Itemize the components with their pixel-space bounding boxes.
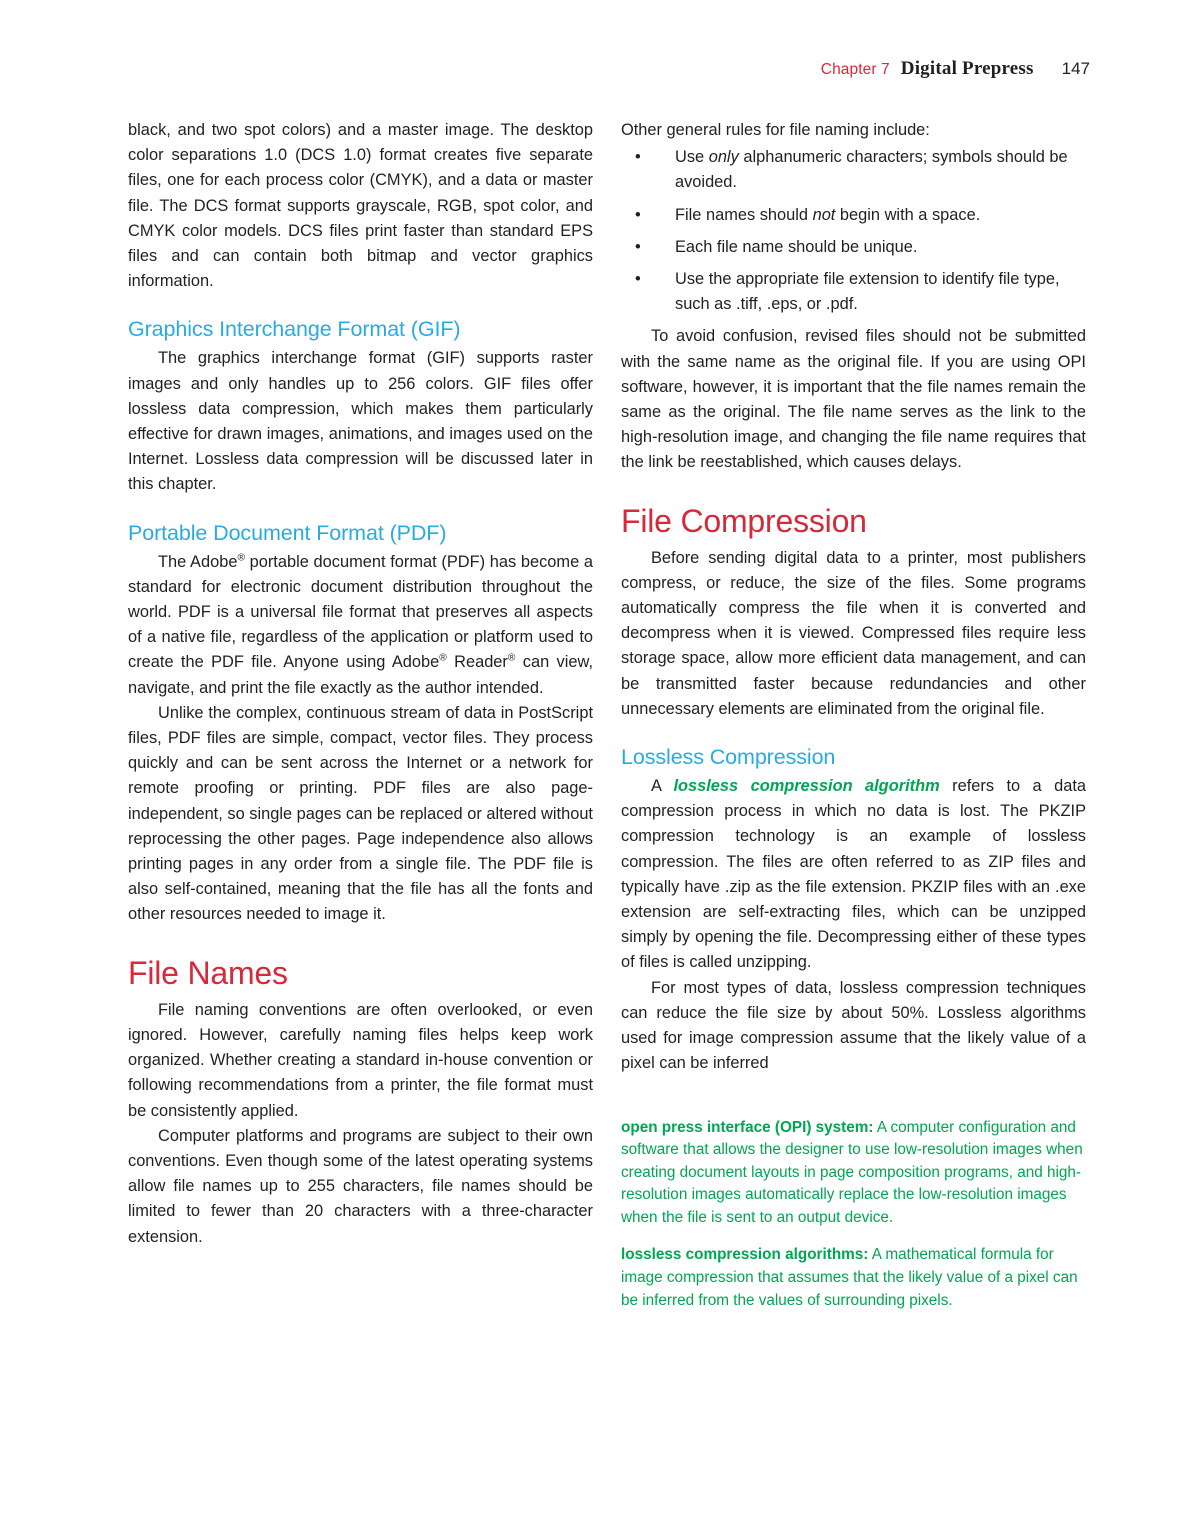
two-column-layout	[128, 118, 1086, 1327]
running-head	[821, 58, 1090, 80]
running-head-chapter: Chapter 7	[820, 61, 890, 78]
glossary-term: lossless compression algorithms:	[621, 1246, 869, 1264]
running-head-title: Digital Prepress	[900, 58, 1034, 79]
heading-file-names: File Names	[128, 954, 288, 991]
right-column	[621, 118, 1086, 1327]
paragraph-rules-intro: Other general rules for file naming include:	[621, 121, 930, 139]
paragraph-pdf-1	[128, 550, 593, 701]
bullet-icon: •	[635, 237, 641, 256]
glossary-term: open press interface (OPI) system:	[621, 1118, 874, 1136]
glossary-entry	[621, 1244, 1086, 1312]
paragraph-dcs-continued: black, and two spot colors) and a master image. The desktop color separations 1.0 (DCS 1.0) format creates five separate files, one for each process color (CMYK), and a data or master file. The DCS format supports grayscale, RGB, spot color, and CMYK color models. DCS files print faster than standard EPS files and can contain both bitmap and vector graphics information.	[128, 121, 593, 291]
file-naming-rules-list	[621, 145, 1086, 317]
glossary-definition: A mathematical formula for image compression that assumes that the likely value of a pixel can be inferred from the values of surrounding pixels.	[621, 1246, 1078, 1309]
list-item	[621, 203, 1086, 228]
rule-text-pre: Use	[675, 148, 709, 167]
bullet-icon: •	[635, 205, 641, 224]
paragraph-gif: The graphics interchange format (GIF) supports raster images and only handles up to 256 colors. GIF files offer lossless data compression, which makes them particularly effective for drawn images, animations, and images used on the Internet. Lossless data compression will be discussed later in this chapter.	[128, 349, 593, 494]
heading-pdf: Portable Document Format (PDF)	[128, 520, 447, 545]
paragraph-opi: To avoid confusion, revised files should not be submitted with the same name as the original file. If you are using OPI software, however, it is important that the file names remain the same as the original. The file name serves as the link to the high-resolution image, and changing the file name requires that the link be reestablished, which causes delays.	[621, 327, 1086, 472]
rule-text-emphasis: only	[708, 148, 739, 167]
paragraph-pdf-2: Unlike the complex, continuous stream of data in PostScript files, PDF files are simple, compact, vector files. They process quickly and can be sent across the Internet or a network for remote proofing or printing. PDF files are also page-independent, so single pages can be replaced or altered without reprocessing the other pages. Page independence also allows printing pages in any order from a single file. The PDF file is also self-contained, meaning that the file has all the fonts and other resources needed to image it.	[128, 703, 593, 924]
pdf-text-seg-2: portable document format (PDF) has become a standard for electronic document distribution throughout the world. PDF is a universal file format that preserves all aspects of a native file, regardless of the application or platform used to create the PDF file. Anyone using Adobe	[128, 552, 593, 672]
rule-text-emphasis: not	[812, 205, 836, 224]
list-item	[621, 235, 1086, 260]
bullet-icon: •	[635, 148, 641, 167]
list-item	[621, 145, 1086, 195]
rule-text-pre: Use the appropriate file extension to identify file type, such as .tiff, .eps, or .pdf.	[675, 270, 1060, 314]
registered-mark-icon: ®	[439, 652, 447, 664]
lossless-text-seg-2: refers to a data compression process in which no data is lost. The PKZIP compression technology is an example of lossless compression. The files are often referred to as ZIP files and typically have .zip as the file extension. PKZIP files with an .exe extension are self-extracting files, which can be unzipped simply by opening the file. Decompressing either of these types of files is called unzipping.	[621, 777, 1086, 972]
heading-file-compression: File Compression	[621, 502, 867, 539]
rule-text-pre: Each file name should be unique.	[675, 237, 918, 256]
glossary-entry	[621, 1117, 1086, 1230]
lossless-text-seg-1: A	[651, 777, 674, 796]
heading-gif: Graphics Interchange Format (GIF)	[128, 317, 461, 342]
bullet-icon: •	[635, 270, 641, 289]
key-term-highlight: lossless compression algorithm	[673, 777, 940, 796]
glossary-definition: A computer configuration and software that allows the designer to use low-resolution images when creating document layouts in page composition programs, and high-resolution images automatically replace the low-resolution images when the file is sent to an output device.	[621, 1118, 1083, 1226]
pdf-text-seg-3: Reader	[446, 653, 508, 672]
page-number: 147	[1061, 59, 1090, 78]
glossary-definitions	[621, 1117, 1086, 1313]
pdf-text-seg-4: can view, navigate, and print the file exactly as the author intended.	[128, 653, 593, 697]
heading-lossless-compression: Lossless Compression	[621, 745, 836, 770]
list-item	[621, 267, 1086, 317]
rule-text-post: alphanumeric characters; symbols should be avoided.	[675, 148, 1068, 192]
paragraph-file-names-1: File naming conventions are often overlooked, or even ignored. However, carefully naming files helps keep work organized. Whether creating a standard in-house convention or following recommendations from a printer, the file format must be consistently applied.	[128, 1000, 593, 1120]
paragraph-lossless-1	[621, 774, 1086, 976]
pdf-text-seg-1: The Adobe	[158, 552, 238, 571]
rule-text-pre: File names should	[675, 205, 813, 224]
rule-text-post: begin with a space.	[835, 205, 981, 224]
paragraph-lossless-2: For most types of data, lossless compression techniques can reduce the file size by about 50%. Lossless algorithms used for image compression assume that the likely value of a pixel can be inferred	[621, 978, 1086, 1073]
registered-mark-icon: ®	[237, 552, 245, 564]
registered-mark-icon: ®	[507, 652, 516, 664]
left-column	[128, 118, 593, 1327]
paragraph-file-names-2: Computer platforms and programs are subject to their own conventions. Even though some of the latest operating systems allow file names up to 255 characters, file names should be limited to fewer than 20 characters with a three-character extension.	[128, 1126, 593, 1246]
paragraph-file-compression: Before sending digital data to a printer, most publishers compress, or reduce, the size of the files. Some programs automatically compress the file when it is converted and decompress when it is viewed. Compressed files require less storage space, allow more efficient data management, and can be transmitted faster because redundancies and other unnecessary elements are eliminated from the original file.	[621, 548, 1086, 718]
